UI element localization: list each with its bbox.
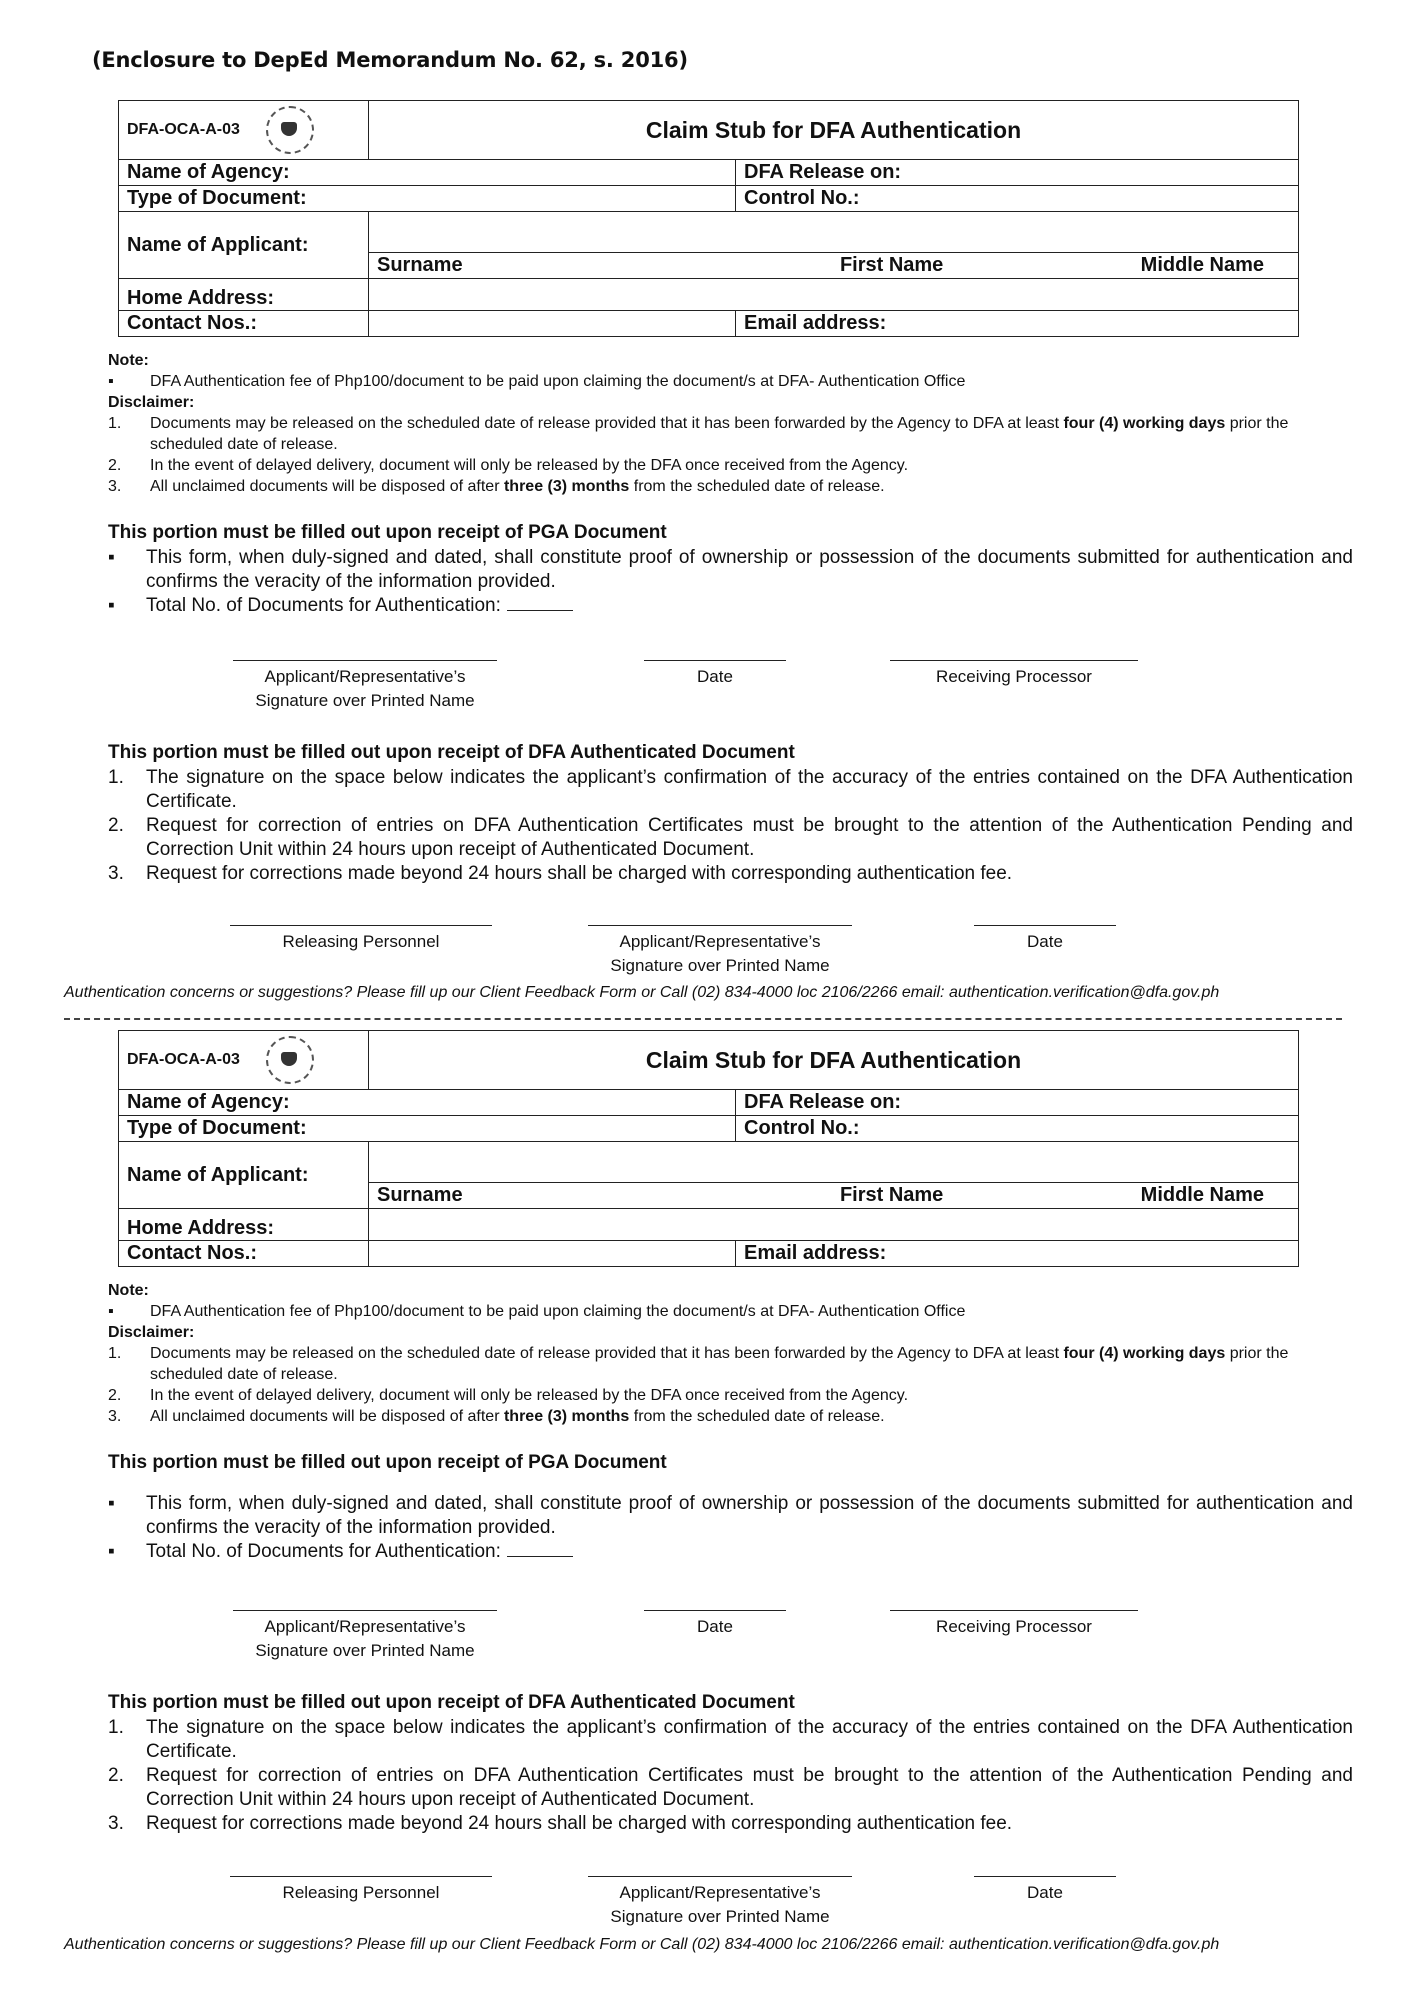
address-label: Home Address: <box>119 1209 369 1241</box>
bullet-icon: ▪ <box>108 1303 114 1320</box>
list-number: 3. <box>108 863 124 884</box>
list-number: 1. <box>108 415 122 432</box>
cut-line <box>64 1018 1342 1020</box>
pga-item-2: Total No. of Documents for Authentication: <box>146 595 501 616</box>
note-label: Note: <box>108 352 149 369</box>
date-signature-block-2[interactable] <box>974 1876 1116 1905</box>
pga-item-1: This form, when duly-signed and dated, shall constitute proof of ownership or possession of the documents submitted for authentication and confirms the veracity of the information provided. <box>146 547 1353 592</box>
pga-item-2: Total No. of Documents for Authentication: <box>146 1541 501 1562</box>
disclaimer-3: All unclaimed documents will be disposed of after three (3) months from the scheduled date of release. <box>150 1408 885 1425</box>
pga-items <box>108 1492 1353 1564</box>
note-item: DFA Authentication fee of Php100/document to be paid upon claiming the document/s at DFA- Authentication Office <box>150 1303 966 1320</box>
applicant-name-field[interactable] <box>369 1142 1299 1183</box>
release-field[interactable]: DFA Release on: <box>736 160 1299 186</box>
enclosure-header: (Enclosure to DepEd Memorandum No. 62, s. 2016) <box>92 48 688 72</box>
sig-label: Applicant/Representative’s <box>619 932 821 951</box>
pga-items <box>108 546 1353 618</box>
form-title: Claim Stub for DFA Authentication <box>369 1031 1299 1090</box>
bullet-icon: ▪ <box>108 1493 115 1514</box>
claim-stub-2 <box>0 1030 1418 1960</box>
bullet-icon: ▪ <box>108 595 115 616</box>
first-name-label: First Name <box>839 1184 944 1206</box>
date-signature-block[interactable] <box>644 660 786 689</box>
dfa-seal-icon <box>266 1036 314 1084</box>
claim-stub-1 <box>0 100 1418 1030</box>
surname-label: Surname <box>377 1184 463 1206</box>
auth-item-2: Request for correction of entries on DFA Authentication Certificates must be brought to the attention of the Authentication Pending and Correction Unit within 24 hours upon receipt of Authenticated Document. <box>146 815 1353 860</box>
sig-label: Signature over Printed Name <box>255 1641 475 1660</box>
middle-name-label: Middle Name <box>1140 1184 1265 1206</box>
sig-label: Receiving Processor <box>936 667 1092 686</box>
applicant-label: Name of Applicant: <box>119 1142 369 1209</box>
form-code: DFA-OCA-A-03 <box>127 1051 240 1069</box>
applicant-form-table <box>118 1030 1299 1267</box>
date-signature-block[interactable] <box>644 1610 786 1639</box>
note-item: DFA Authentication fee of Php100/document to be paid upon claiming the document/s at DFA- Authentication Office <box>150 373 966 390</box>
receiving-signature-block[interactable] <box>890 660 1138 689</box>
address-label: Home Address: <box>119 279 369 311</box>
sig-label: Date <box>697 1617 733 1636</box>
contact-field[interactable] <box>369 311 736 337</box>
note-label: Note: <box>108 1282 149 1299</box>
applicant-signature-block-2[interactable] <box>588 925 852 978</box>
auth-item-1: The signature on the space below indicates the applicant’s confirmation of the accuracy of the entries contained on the DFA Authentication Certificate. <box>146 1717 1353 1762</box>
applicant-form-table <box>118 100 1299 337</box>
form-title: Claim Stub for DFA Authentication <box>369 101 1299 160</box>
form-code: DFA-OCA-A-03 <box>127 121 240 139</box>
disclaimer-1: Documents may be released on the scheduled date of release provided that it has been forwarded by the Agency to DFA at least four (4) working days prior the scheduled date of release. <box>150 1345 1289 1383</box>
receiving-signature-block[interactable] <box>890 1610 1138 1639</box>
disclaimer-2: In the event of delayed delivery, document will only be released by the DFA once received from the Agency. <box>150 1387 909 1404</box>
form-code-cell <box>119 101 369 160</box>
auth-items <box>108 1716 1353 1836</box>
date-signature-block-2[interactable] <box>974 925 1116 954</box>
agency-field[interactable]: Name of Agency: <box>119 1090 736 1116</box>
bullet-icon: ▪ <box>108 373 114 390</box>
applicant-label: Name of Applicant: <box>119 212 369 279</box>
list-number: 1. <box>108 1717 124 1738</box>
pga-section-title: This portion must be filled out upon receipt of PGA Document <box>108 1452 667 1473</box>
dfa-seal-icon <box>266 106 314 154</box>
bullet-icon: ▪ <box>108 547 115 568</box>
applicant-signature-block[interactable] <box>230 1610 500 1663</box>
list-number: 1. <box>108 1345 122 1362</box>
pga-item-1: This form, when duly-signed and dated, shall constitute proof of ownership or possession of the documents submitted for authentication and confirms the veracity of the information provided. <box>146 1493 1353 1538</box>
disclaimer-2: In the event of delayed delivery, document will only be released by the DFA once received from the Agency. <box>150 457 909 474</box>
name-parts-row <box>369 1183 1299 1209</box>
surname-label: Surname <box>377 254 463 276</box>
form-code-cell <box>119 1031 369 1090</box>
disclaimer-label: Disclaimer: <box>108 1324 195 1341</box>
first-name-label: First Name <box>839 254 944 276</box>
sig-label: Signature over Printed Name <box>610 956 830 975</box>
name-parts-row <box>369 253 1299 279</box>
applicant-signature-block-2[interactable] <box>588 1876 852 1929</box>
sig-label: Date <box>697 667 733 686</box>
document-count-blank[interactable] <box>507 596 573 611</box>
pga-section-title: This portion must be filled out upon receipt of PGA Document <box>108 522 667 543</box>
releasing-signature-block[interactable] <box>230 1876 492 1905</box>
list-number: 2. <box>108 1387 122 1404</box>
list-number: 3. <box>108 478 122 495</box>
disclaimer-3: All unclaimed documents will be disposed of after three (3) months from the scheduled date of release. <box>150 478 885 495</box>
contact-label: Contact Nos.: <box>119 311 369 337</box>
auth-item-3: Request for corrections made beyond 24 hours shall be charged with corresponding authentication fee. <box>146 1813 1013 1834</box>
document-type-field[interactable]: Type of Document: <box>119 186 736 212</box>
sig-label: Applicant/Representative’s <box>264 1617 466 1636</box>
list-number: 2. <box>108 457 122 474</box>
notes-block <box>108 350 1348 497</box>
email-field[interactable]: Email address: <box>736 311 1299 337</box>
list-number: 2. <box>108 815 124 836</box>
applicant-signature-block[interactable] <box>230 660 500 713</box>
notes-block <box>108 1280 1348 1427</box>
sig-label: Signature over Printed Name <box>255 691 475 710</box>
release-field[interactable]: DFA Release on: <box>736 1090 1299 1116</box>
list-number: 3. <box>108 1813 124 1834</box>
footer-note: Authentication concerns or suggestions? Please fill up our Client Feedback Form or Call (02) 834-4000 loc 2106/2266 email: authentication.verification@dfa.gov.ph <box>64 1936 1220 1953</box>
address-field[interactable] <box>369 279 1299 311</box>
bullet-icon: ▪ <box>108 1541 115 1562</box>
sig-label: Releasing Personnel <box>282 1883 440 1902</box>
address-field[interactable] <box>369 1209 1299 1241</box>
sig-label: Applicant/Representative’s <box>619 1883 821 1902</box>
sig-label: Date <box>1027 932 1063 951</box>
applicant-name-field[interactable] <box>369 212 1299 253</box>
auth-section-title: This portion must be filled out upon receipt of DFA Authenticated Document <box>108 742 795 763</box>
document-count-blank[interactable] <box>507 1542 573 1557</box>
auth-section-title: This portion must be filled out upon receipt of DFA Authenticated Document <box>108 1692 795 1713</box>
auth-item-3: Request for corrections made beyond 24 hours shall be charged with corresponding authentication fee. <box>146 863 1013 884</box>
disclaimer-label: Disclaimer: <box>108 394 195 411</box>
disclaimer-1: Documents may be released on the scheduled date of release provided that it has been forwarded by the Agency to DFA at least four (4) working days prior the scheduled date of release. <box>150 415 1289 453</box>
sig-label: Date <box>1027 1883 1063 1902</box>
sig-label: Applicant/Representative’s <box>264 667 466 686</box>
footer-note: Authentication concerns or suggestions? Please fill up our Client Feedback Form or Call (02) 834-4000 loc 2106/2266 email: authentication.verification@dfa.gov.ph <box>64 984 1220 1001</box>
sig-label: Receiving Processor <box>936 1617 1092 1636</box>
releasing-signature-block[interactable] <box>230 925 492 954</box>
sig-label: Releasing Personnel <box>282 932 440 951</box>
list-number: 1. <box>108 767 124 788</box>
control-number-field[interactable]: Control No.: <box>736 1116 1299 1142</box>
middle-name-label: Middle Name <box>1140 254 1265 276</box>
contact-field[interactable] <box>369 1241 736 1267</box>
auth-items <box>108 766 1353 886</box>
auth-item-2: Request for correction of entries on DFA Authentication Certificates must be brought to the attention of the Authentication Pending and Correction Unit within 24 hours upon receipt of Authenticated Document. <box>146 1765 1353 1810</box>
auth-item-1: The signature on the space below indicates the applicant’s confirmation of the accuracy of the entries contained on the DFA Authentication Certificate. <box>146 767 1353 812</box>
sig-label: Signature over Printed Name <box>610 1907 830 1926</box>
email-field[interactable]: Email address: <box>736 1241 1299 1267</box>
agency-field[interactable]: Name of Agency: <box>119 160 736 186</box>
list-number: 3. <box>108 1408 122 1425</box>
list-number: 2. <box>108 1765 124 1786</box>
document-type-field[interactable]: Type of Document: <box>119 1116 736 1142</box>
control-number-field[interactable]: Control No.: <box>736 186 1299 212</box>
contact-label: Contact Nos.: <box>119 1241 369 1267</box>
